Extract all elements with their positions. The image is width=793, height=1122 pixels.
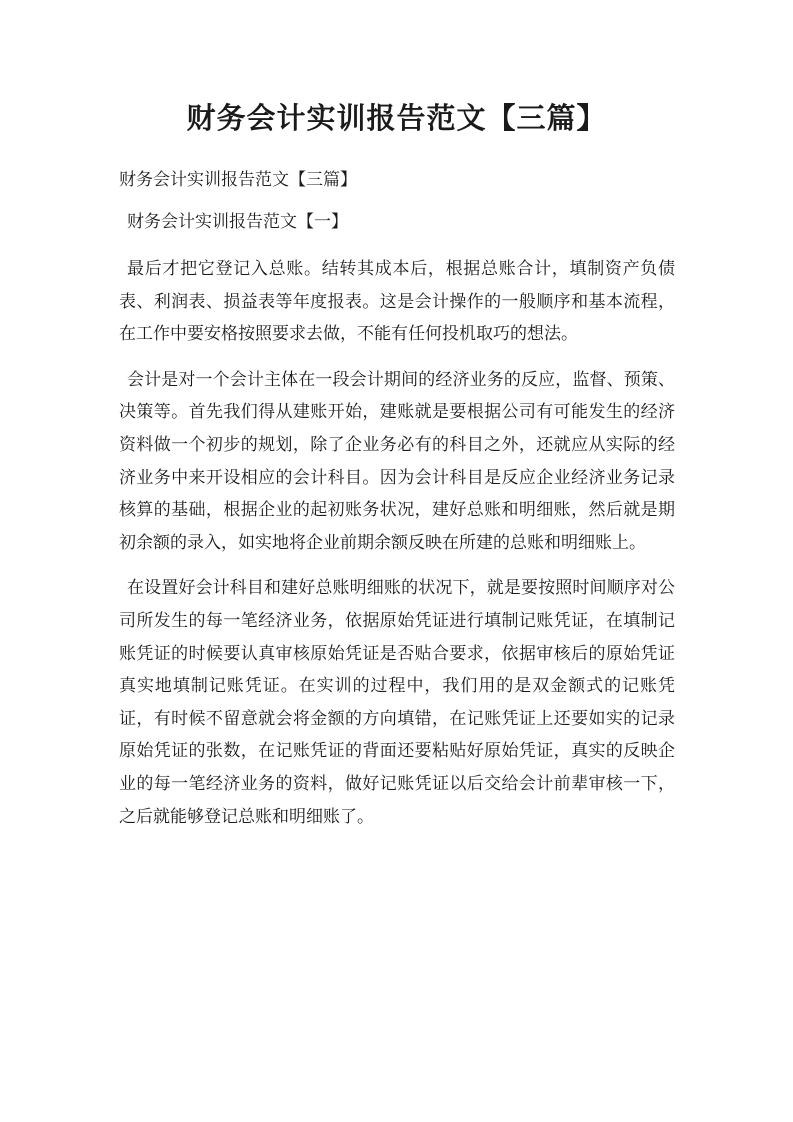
document-title: 财务会计实训报告范文【三篇】 bbox=[186, 101, 607, 135]
document-body bbox=[119, 163, 675, 846]
paragraph: 会计是对一个会计主体在一段会计期间的经济业务的反应，监督、预策、决策等。首先我们得从建账开始，建账就是要根据公司有可能发生的经济资料做一个初步的规划，除了企业务必有的科目之外，还就应从实际的经济业务中来开设相应的会计科目。因为会计科目是反应企业经济业务记录核算的基础，根据企业的起初账务状况，建好总账和明细账，然后就是期初余额的录入，如实地将企业前期余额反映在所建的总账和明细账上。 bbox=[119, 369, 675, 553]
paragraph: 最后才把它登记入总账。结转其成本后，根据总账合计，填制资产负债表、利润表、损益表等年度报表。这是会计操作的一般顺序和基本流程，在工作中要安格按照要求去做，不能有任何投机取巧的想法。 bbox=[119, 259, 675, 345]
section-heading: 财务会计实训报告范文【一】 bbox=[127, 212, 348, 232]
paragraph: 在设置好会计科目和建好总账明细账的状况下，就是要按照时间顺序对公司所发生的每一笔经济业务，依据原始凭证进行填制记账凭证，在填制记账凭证的时候要认真审核原始凭证是否贴合要求，依据审核后的原始凭证真实地填制记账凭证。在实训的过程中，我们用的是双金额式的记账凭证，有时候不留意就会将金额的方向填错，在记账凭证上还要如实的记录原始凭证的张数，在记账凭证的背面还要粘贴好原始凭证，真实的反映企业的每一笔经济业务的资料，做好记账凭证以后交给会计前辈审核一下，之后就能够登记总账和明细账了。 bbox=[119, 578, 675, 827]
document-subtitle: 财务会计实训报告范文【三篇】 bbox=[119, 170, 357, 190]
